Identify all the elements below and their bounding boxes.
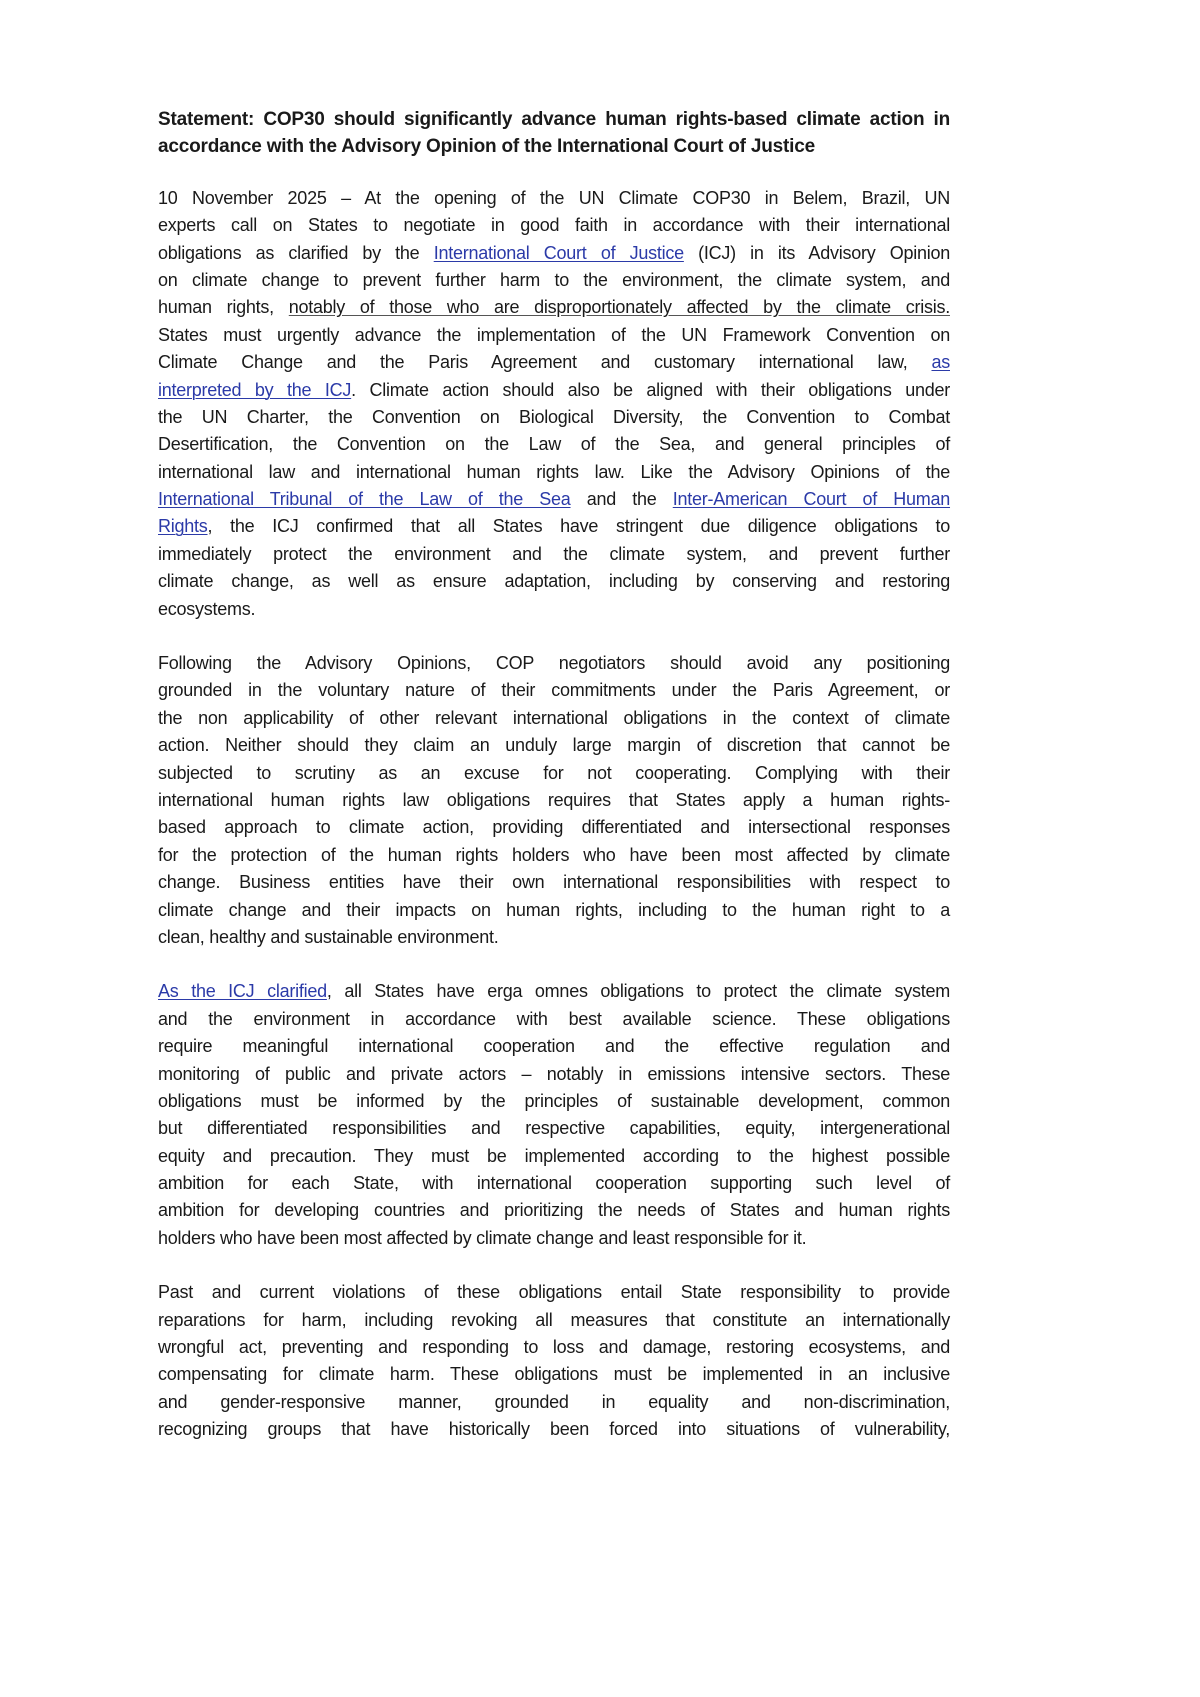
text-line: [158, 486, 950, 513]
text-segment: notably of those who are disproportionately affected by the climate crisis.: [288, 297, 950, 318]
document-title: [158, 106, 950, 161]
text-line: [158, 760, 950, 787]
text-line: [158, 185, 950, 212]
text-segment: for the protection of the human rights holders who have been most affected by climate: [158, 844, 950, 865]
text-line: [158, 349, 950, 376]
text-line: [158, 377, 950, 404]
text-line: [158, 541, 950, 568]
text-segment: change. Business entities have their own international responsibilities with respect to: [158, 872, 950, 893]
text-segment: (ICJ) in its Advisory Opinion: [683, 242, 951, 263]
text-segment: human rights,: [158, 297, 289, 318]
text-line: [158, 240, 950, 267]
text-segment: subjected to scrutiny as an excuse for not cooperating. Complying with their: [158, 762, 950, 783]
text-segment: equity and precaution. They must be implemented according to the highest possible: [158, 1145, 950, 1166]
text-segment: but differentiated responsibilities and respective capabilities, equity, intergenerational: [158, 1118, 950, 1139]
text-segment: and the environment in accordance with best available science. These obligations: [158, 1008, 950, 1029]
text-segment: compensating for climate harm. These obligations must be implemented in an inclusive: [158, 1364, 950, 1385]
text-segment: the non applicability of other relevant international obligations in the context of climate: [158, 707, 950, 728]
text-line: [158, 1197, 950, 1224]
text-segment: and gender-responsive manner, grounded in equality and non-discrimination,: [158, 1391, 950, 1412]
text-segment: action. Neither should they claim an unduly large margin of discretion that cannot be: [158, 735, 950, 756]
text-line: [158, 459, 950, 486]
text-line: [158, 1170, 950, 1197]
text-line: [158, 1334, 950, 1361]
text-segment: States must urgently advance the implementation of the UN Framework Convention on: [158, 324, 950, 345]
hyperlink[interactable]: International Tribunal of the Law of the Sea: [158, 489, 571, 510]
text-line: [158, 705, 950, 732]
text-line: [158, 294, 950, 321]
text-line: [158, 732, 950, 759]
text-segment: ambition for developing countries and prioritizing the needs of States and human rights: [158, 1200, 950, 1221]
text-line: [158, 404, 950, 431]
text-segment: based approach to climate action, providing differentiated and intersectional responses: [158, 817, 950, 838]
text-line: [158, 1279, 950, 1306]
text-segment: wrongful act, preventing and responding to loss and damage, restoring ecosystems, and: [158, 1337, 950, 1358]
text-line: [158, 650, 950, 677]
text-segment: experts call on States to negotiate in good faith in accordance with their international: [158, 215, 950, 236]
text-segment: clean, healthy and sustainable environment.: [158, 926, 499, 947]
text-segment: Past and current violations of these obligations entail State responsibility to provide: [158, 1282, 950, 1303]
text-segment: reparations for harm, including revoking all measures that constitute an internationally: [158, 1309, 950, 1330]
paragraph-reparations: [158, 1279, 950, 1443]
text-segment: 10 November 2025 – At the opening of the UN Climate COP30 in Belem, Brazil, UN: [158, 187, 950, 208]
text-segment: monitoring of public and private actors – notably in emissions intensive sectors. These: [158, 1063, 950, 1084]
text-line: [158, 212, 950, 239]
text-line: [158, 1061, 950, 1088]
text-line: [158, 1006, 950, 1033]
text-line: [158, 814, 950, 841]
text-segment: international human rights law obligations requires that States apply a human rights-: [158, 789, 950, 810]
text-line: [158, 1389, 950, 1416]
text-line: [158, 677, 950, 704]
text-segment: Desertification, the Convention on the Law of the Sea, and general principles of: [158, 434, 950, 455]
text-line: [158, 513, 950, 540]
text-segment: , the ICJ confirmed that all States have stringent due diligence obligations to: [207, 516, 950, 537]
text-line: [158, 596, 950, 623]
text-line: [158, 924, 950, 951]
text-line: [158, 1143, 950, 1170]
hyperlink[interactable]: interpreted by the ICJ: [158, 379, 352, 400]
text-line: [158, 1307, 950, 1334]
paragraph-opening: [158, 185, 950, 623]
text-line: [158, 787, 950, 814]
text-segment: Following the Advisory Opinions, COP negotiators should avoid any positioning: [158, 653, 950, 674]
text-line: [158, 568, 950, 595]
paragraph-erga-omnes: [158, 978, 950, 1252]
text-line: [158, 978, 950, 1005]
text-segment: require meaningful international cooperation and the effective regulation and: [158, 1036, 950, 1057]
title-line: Statement: COP30 should significantly advance human rights-based climate action in: [158, 109, 950, 130]
text-segment: ambition for each State, with international cooperation supporting such level of: [158, 1173, 950, 1194]
text-segment: obligations as clarified by the: [158, 242, 434, 263]
text-line: [158, 1361, 950, 1388]
text-segment: climate change, as well as ensure adaptation, including by conserving and restoring: [158, 571, 950, 592]
hyperlink[interactable]: As the ICJ clarified: [158, 981, 327, 1002]
text-segment: and the: [570, 489, 673, 510]
text-segment: climate change and their impacts on human rights, including to the human right to a: [158, 899, 950, 920]
text-segment: . Climate action should also be aligned with their obligations under: [351, 379, 950, 400]
text-line: [158, 842, 950, 869]
text-segment: the UN Charter, the Convention on Biological Diversity, the Convention to Combat: [158, 406, 950, 427]
hyperlink[interactable]: Inter-American Court of Human: [672, 489, 951, 510]
text-segment: international law and international human rights law. Like the Advisory Opinions of the: [158, 461, 950, 482]
text-line: [158, 322, 950, 349]
text-line: [158, 267, 950, 294]
text-segment: on climate change to prevent further harm to the environment, the climate system, and: [158, 269, 950, 290]
hyperlink[interactable]: Rights: [158, 516, 208, 537]
text-line: [158, 1416, 950, 1443]
text-line: [158, 1115, 950, 1142]
text-segment: immediately protect the environment and the climate system, and prevent further: [158, 543, 950, 564]
text-line: [158, 1088, 950, 1115]
text-segment: Climate Change and the Paris Agreement and customary international law,: [158, 352, 932, 373]
hyperlink[interactable]: International Court of Justice: [433, 242, 684, 263]
text-line: [158, 869, 950, 896]
text-segment: , all States have erga omnes obligations to protect the climate system: [326, 981, 950, 1002]
text-segment: holders who have been most affected by climate change and least responsible for it.: [158, 1227, 807, 1248]
text-line: [158, 1033, 950, 1060]
title-line: accordance with the Advisory Opinion of the International Court of Justice: [158, 136, 815, 158]
text-segment: obligations must be informed by the principles of sustainable development, common: [158, 1090, 950, 1111]
text-line: [158, 1225, 950, 1252]
paragraph-negotiators: [158, 650, 950, 951]
document-page: [158, 106, 950, 1471]
text-line: [158, 431, 950, 458]
text-segment: recognizing groups that have historically been forced into situations of vulnerability,: [158, 1419, 950, 1440]
text-segment: grounded in the voluntary nature of their commitments under the Paris Agreement, or: [158, 680, 950, 701]
text-segment: ecosystems.: [158, 598, 256, 619]
hyperlink[interactable]: as: [931, 352, 950, 373]
text-line: [158, 897, 950, 924]
